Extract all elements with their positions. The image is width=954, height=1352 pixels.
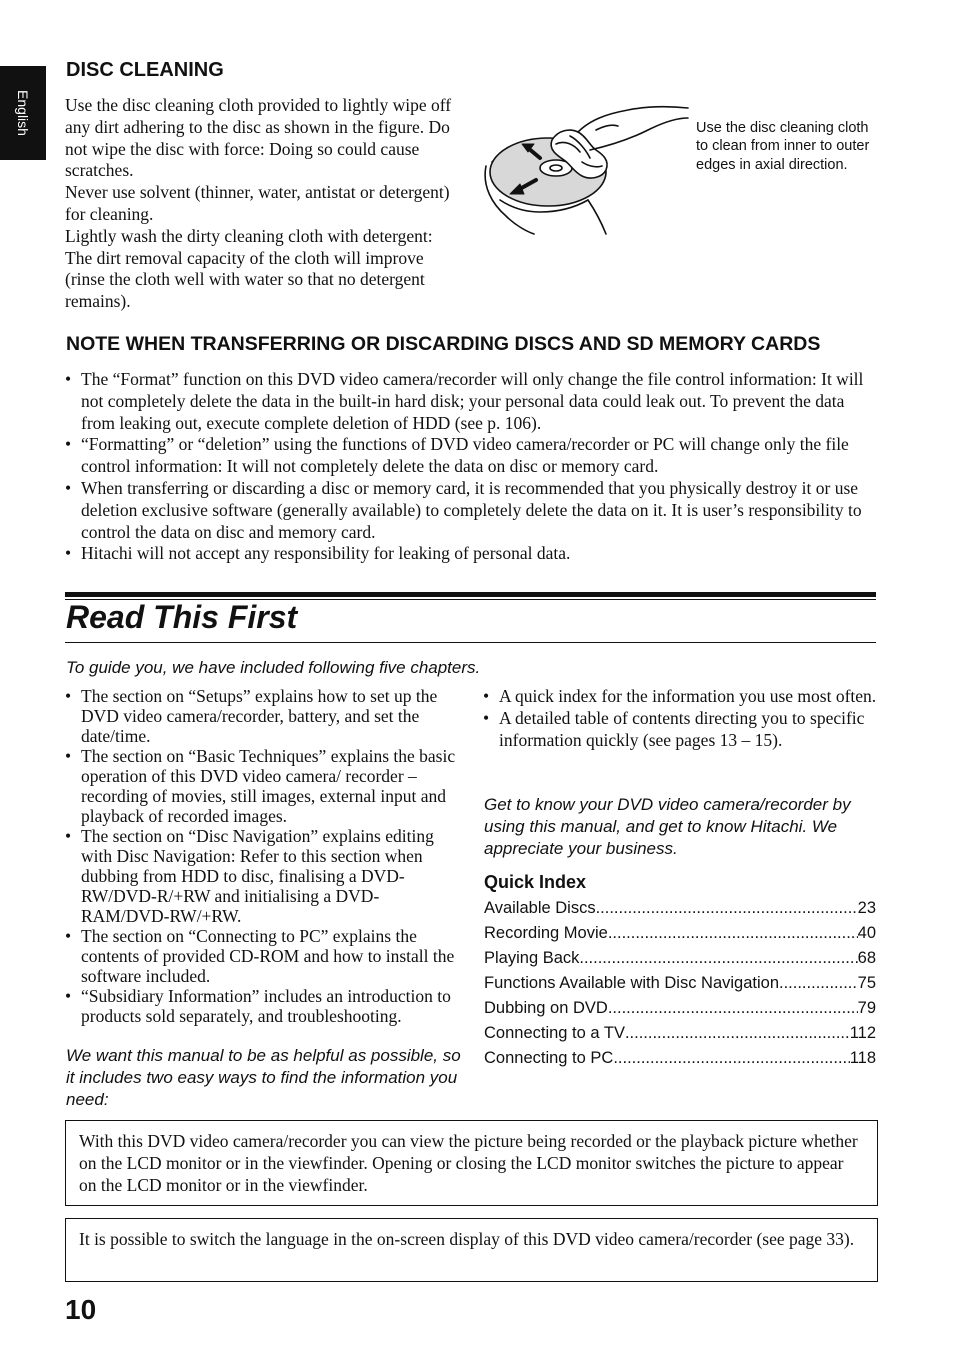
quick-index-page: 23 <box>857 899 876 917</box>
illustration-caption: Use the disc cleaning cloth to clean from inner to outer edges in axial direction. <box>696 120 870 173</box>
lcd-viewfinder-note-text: With this DVD video camera/recorder you can view the picture being recorded or the playback picture whether on the LCD monitor or in the viewfinder. Opening or closing the LCD monitor switches the picture to appear on the LCD monitor or in the viewfinder. <box>79 1131 858 1195</box>
list-item: • Hitachi will not accept any responsibility for leaking of personal data. <box>65 543 877 565</box>
leader-dots <box>625 1024 850 1043</box>
appreciation-note: Get to know your DVD video camera/recorder by using this manual, and get to know Hitachi. We appreciate your business. <box>484 795 851 858</box>
quick-index-page: 79 <box>857 999 876 1017</box>
ways-bullet-list <box>483 686 877 751</box>
quick-index-entry[interactable] <box>484 1024 876 1049</box>
note-bullet-list <box>65 369 877 565</box>
quick-index-label: Dubbing on DVD <box>484 999 608 1017</box>
leader-dots <box>596 899 858 918</box>
disc-cleaning-paragraph: Lightly wash the dirty cleaning cloth with detergent: The dirt removal capacity of the cloth will improve (rinse the cloth well with water so that no detergent remains). <box>65 225 433 312</box>
quick-index-label: Available Discs <box>484 899 596 917</box>
wiping-hand-outline <box>578 107 688 132</box>
helpful-note: We want this manual to be as helpful as possible, so it includes two easy ways to find the information you need: <box>66 1046 461 1109</box>
quick-index-page: 75 <box>857 974 876 992</box>
leader-dots <box>779 974 858 993</box>
quick-index-page: 112 <box>849 1024 876 1042</box>
quick-index-entry[interactable] <box>484 974 876 999</box>
language-tab-label: English <box>15 90 31 136</box>
lcd-viewfinder-note-box <box>65 1120 878 1206</box>
quick-index-entry[interactable] <box>484 999 876 1024</box>
quick-index-page: 40 <box>857 924 876 942</box>
quick-index-entry[interactable] <box>484 1049 876 1074</box>
quick-index-title: Quick Index <box>484 872 587 892</box>
quick-index-entry[interactable] <box>484 949 876 974</box>
list-item: • The section on “Setups” explains how to set up the DVD video camera/recorder, battery, and set the date/time. <box>65 686 460 746</box>
leader-dots <box>608 999 858 1018</box>
list-item: • The section on “Basic Techniques” explains the basic operation of this DVD video camera/ recorder – recording of movies, still images, external input and playback of recorded images. <box>65 746 460 826</box>
title-underline <box>65 642 876 643</box>
leader-dots <box>579 949 857 968</box>
disc-cleaning-heading: DISC CLEANING <box>66 59 224 81</box>
list-item: • The section on “Connecting to PC” explains the contents of provided CD-ROM and how to install the software included. <box>65 926 460 986</box>
quick-index-list <box>484 899 876 1074</box>
quick-index-label: Playing Back <box>484 949 580 967</box>
list-item: • The “Format” function on this DVD video camera/recorder will only change the file control information: It will not completely delete the data in the built-in hard disk; your personal data could leak out. To prevent the data from leaking out, execute complete deletion of HDD (see p. 106). <box>65 369 877 434</box>
quick-index-page: 68 <box>857 949 876 967</box>
quick-index-label: Connecting to a TV <box>484 1024 625 1042</box>
page-title: Read This First <box>66 599 298 635</box>
list-item: • The section on “Disc Navigation” explains editing with Disc Navigation: Refer to this section when dubbing from HDD to disc, finalising a DVD-RW/DVD-R/+RW and initialising a DVD-RAM/DVD-RW/+RW. <box>65 826 460 926</box>
intro-text: To guide you, we have included following five chapters. <box>66 658 481 677</box>
leader-dots <box>613 1049 849 1068</box>
list-item: • A detailed table of contents directing you to specific information quickly (see pages 13 – 15). <box>483 708 877 752</box>
disc-cleaning-paragraph: Never use solvent (thinner, water, antistat or detergent) for cleaning. <box>65 182 450 224</box>
language-note-text: It is possible to switch the language in the on-screen display of this DVD video camera/recorder (see page 33). <box>79 1229 855 1249</box>
quick-index-entry[interactable] <box>484 899 876 924</box>
list-item: • A quick index for the information you use most often. <box>483 686 877 708</box>
disc-cleaning-illustration <box>478 100 690 240</box>
quick-index-label: Recording Movie <box>484 924 608 942</box>
disc-cleaning-paragraph: Use the disc cleaning cloth provided to lightly wipe off any dirt adhering to the disc as shown in the figure. Do not wipe the disc with force: Doing so could cause scratches. <box>65 95 452 181</box>
note-heading: NOTE WHEN TRANSFERRING OR DISCARDING DISCS AND SD MEMORY CARDS <box>66 333 821 355</box>
quick-index-entry[interactable] <box>484 924 876 949</box>
quick-index-label: Connecting to PC <box>484 1049 614 1067</box>
leader-dots <box>608 924 858 943</box>
page-number: 10 <box>65 1294 97 1325</box>
list-item: • “Subsidiary Information” includes an introduction to products sold separately, and troubleshooting. <box>65 986 460 1026</box>
chapters-bullet-list <box>65 686 460 1026</box>
list-item: • “Formatting” or “deletion” using the functions of DVD video camera/recorder or PC will change only the file control information: It will not completely delete the data on disc or memory card. <box>65 434 877 478</box>
disc-cleaning-text <box>65 95 460 313</box>
list-item: • When transferring or discarding a disc or memory card, it is recommended that you physically destroy it or use deletion exclusive software (generally available) to completely delete the data on it. It is user’s responsibility to control the data on disc and memory card. <box>65 478 877 543</box>
section-rule-thick <box>65 592 876 597</box>
quick-index-label: Functions Available with Disc Navigation <box>484 974 780 992</box>
quick-index-page: 118 <box>849 1049 876 1067</box>
language-note-box <box>65 1218 878 1282</box>
language-tab <box>0 66 46 160</box>
